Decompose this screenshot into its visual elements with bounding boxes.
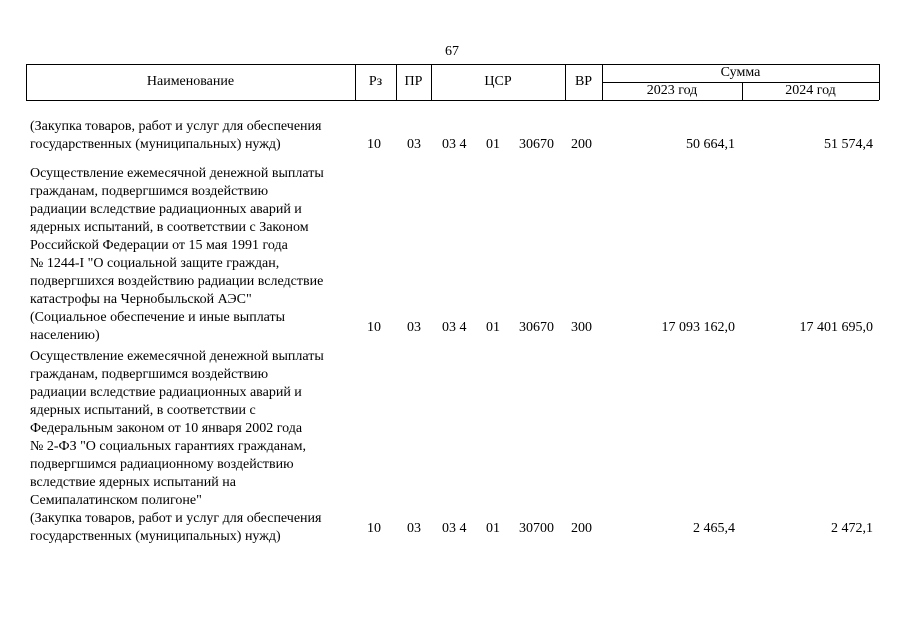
row-name <box>30 118 352 154</box>
row-name-line: Семипалатинском полигоне" <box>30 493 202 508</box>
row-name-line: № 2-ФЗ "О социальных гарантиях гражданам, <box>30 439 306 454</box>
row-csr-subprogram: 01 <box>486 521 500 536</box>
row-sum-2023: 17 093 162,0 <box>661 320 735 335</box>
col-divider-right <box>879 64 880 100</box>
row-name-line: Осуществление ежемесячной денежной выплаты <box>30 349 324 364</box>
row-vr: 300 <box>571 320 592 335</box>
row-rz: 10 <box>367 137 381 152</box>
row-pr: 03 <box>407 320 421 335</box>
row-sum-2023: 2 465,4 <box>693 521 735 536</box>
row-name-line: катастрофы на Чернобыльской АЭС" <box>30 292 252 307</box>
header-rz: Рз <box>368 74 383 89</box>
row-sum-2024: 2 472,1 <box>831 521 873 536</box>
row-csr-program: 03 4 <box>442 521 467 536</box>
row-name-line: № 1244-I "О социальной защите граждан, <box>30 256 280 271</box>
row-name-line: радиации вследствие радиационных аварий и <box>30 202 302 217</box>
row-name-line: государственных (муниципальных) нужд) <box>30 137 281 152</box>
row-rz: 10 <box>367 521 381 536</box>
header-name: Наименование <box>146 74 235 89</box>
row-name-line: радиации вследствие радиационных аварий и <box>30 385 302 400</box>
table-row <box>26 348 879 546</box>
row-name-line: Осуществление ежемесячной денежной выплаты <box>30 166 324 181</box>
header-year-2024: 2024 год <box>785 83 836 98</box>
row-name-line: ядерных испытаний, в соответствии с Законом <box>30 220 309 235</box>
row-name-line: населению) <box>30 328 100 343</box>
header-bottom-border <box>26 100 879 101</box>
table-header <box>26 64 879 100</box>
row-pr: 03 <box>407 521 421 536</box>
row-name <box>30 348 352 546</box>
header-vr: ВР <box>574 74 593 89</box>
table-row <box>26 165 879 345</box>
row-csr-subprogram: 01 <box>486 137 500 152</box>
row-rz: 10 <box>367 320 381 335</box>
row-name-line: Федеральным законом от 10 января 2002 года <box>30 421 303 436</box>
header-year-2023: 2023 год <box>646 83 698 98</box>
row-name-line: (Социальное обеспечение и иные выплаты <box>30 310 286 325</box>
row-csr-direction: 30700 <box>519 521 554 536</box>
row-name-line: государственных (муниципальных) нужд) <box>30 529 281 544</box>
row-csr-subprogram: 01 <box>486 320 500 335</box>
row-name-line: (Закупка товаров, работ и услуг для обеспечения <box>30 511 322 526</box>
table-row <box>26 118 879 154</box>
row-csr-program: 03 4 <box>442 320 467 335</box>
row-csr-program: 03 4 <box>442 137 467 152</box>
row-name-line: ядерных испытаний, в соответствии с <box>30 403 256 418</box>
row-csr-direction: 30670 <box>519 320 554 335</box>
header-sum: Сумма <box>720 65 761 80</box>
row-sum-2024: 17 401 695,0 <box>799 320 873 335</box>
row-name-line: подвергшимся радиационному воздействию <box>30 457 294 472</box>
row-sum-2023: 50 664,1 <box>686 137 735 152</box>
page-number: 67 <box>445 44 459 59</box>
row-name-line: гражданам, подвергшимся воздействию <box>30 184 269 199</box>
row-pr: 03 <box>407 137 421 152</box>
row-name-line: подвергшихся воздействию радиации вследствие <box>30 274 324 289</box>
row-vr: 200 <box>571 521 592 536</box>
row-name <box>30 165 352 345</box>
row-name-line: вследствие ядерных испытаний на <box>30 475 236 490</box>
header-pr: ПР <box>404 74 423 89</box>
row-name-line: Российской Федерации от 15 мая 1991 года <box>30 238 288 253</box>
row-vr: 200 <box>571 137 592 152</box>
row-name-line: гражданам, подвергшимся воздействию <box>30 367 269 382</box>
header-csr: ЦСР <box>484 74 512 89</box>
row-name-line: (Закупка товаров, работ и услуг для обеспечения <box>30 119 322 134</box>
row-csr-direction: 30670 <box>519 137 554 152</box>
row-sum-2024: 51 574,4 <box>824 137 873 152</box>
